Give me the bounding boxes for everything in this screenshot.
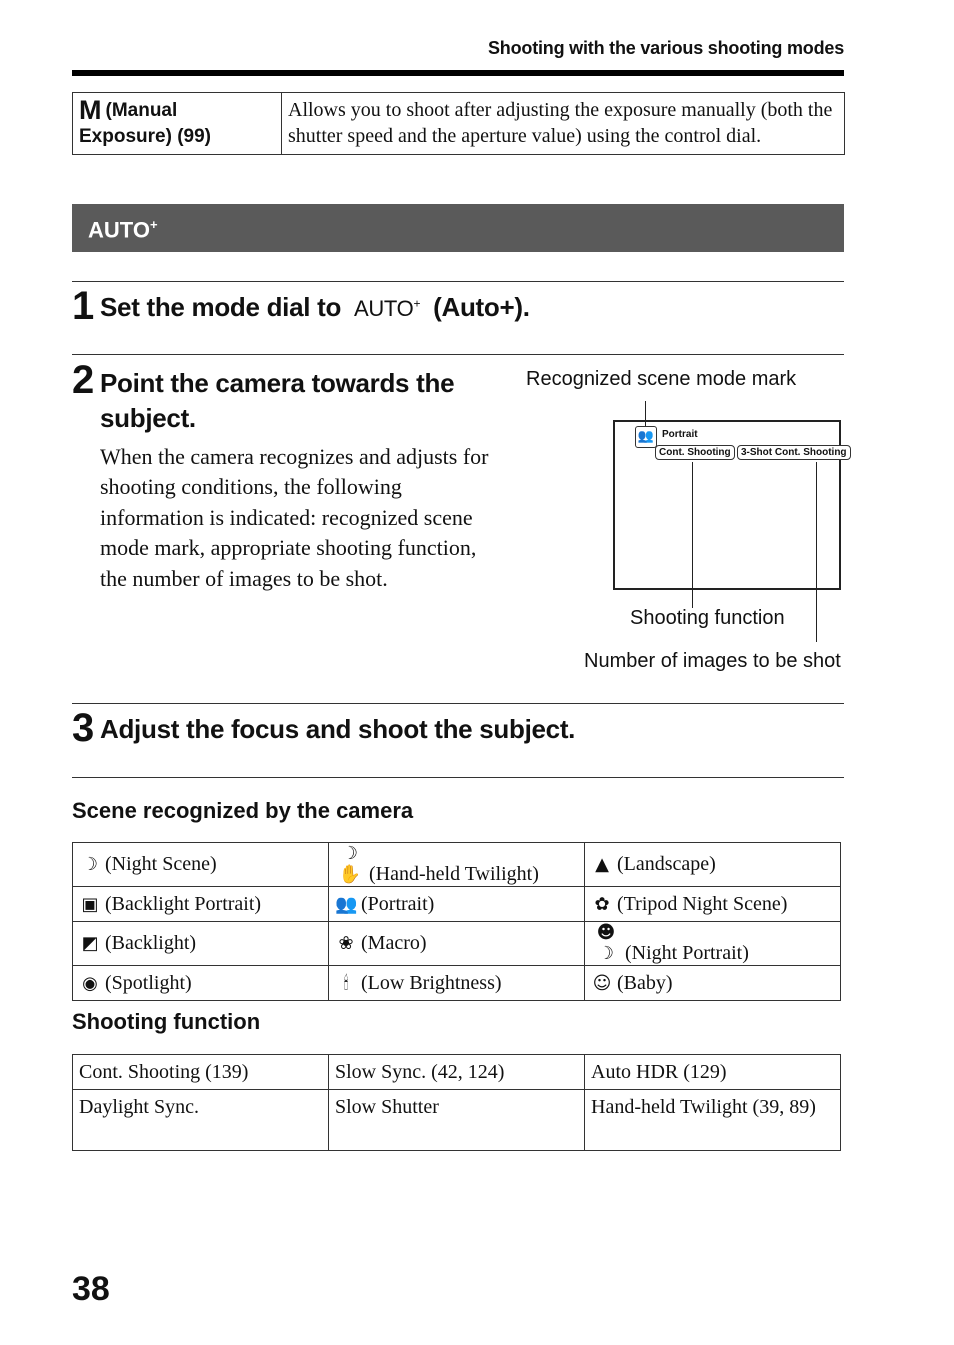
callout-shooting-function: Shooting function: [630, 607, 785, 629]
baby-icon: ☺: [592, 972, 612, 994]
table-cell: ☺ (Baby): [585, 966, 841, 1001]
table-cell: ▣ (Backlight Portrait): [73, 887, 329, 922]
screen-count-pill: 3-Shot Cont. Shooting: [737, 445, 851, 460]
divider: [72, 354, 844, 355]
backlight-portrait-icon: ▣: [81, 893, 99, 915]
table-cell: ☻☽ (Night Portrait): [585, 922, 841, 966]
auto-plus-icon: AUTO+: [353, 296, 421, 321]
scene-table: [72, 842, 841, 1001]
page-number: 38: [72, 1270, 110, 1308]
table-row: [73, 1090, 841, 1151]
scene-heading: Scene recognized by the camera: [72, 798, 414, 823]
auto-section-band: [72, 204, 844, 252]
table-row: [73, 93, 845, 155]
table-cell: ✿ (Tripod Night Scene): [585, 887, 841, 922]
step-number: 2: [72, 358, 95, 402]
camera-screen-diagram: [613, 420, 847, 590]
table-cell: ◩ (Backlight): [73, 922, 329, 966]
leader-line: [692, 462, 693, 608]
table-row: [73, 1055, 841, 1090]
screen-function-pill: Cont. Shooting: [655, 445, 735, 460]
table-cell: ❀ (Macro): [329, 922, 585, 966]
table-cell: Cont. Shooting (139): [73, 1055, 329, 1090]
divider: [72, 703, 844, 704]
hand-held-twilight-icon: ☽✋: [338, 843, 362, 885]
step-3-title: Adjust the focus and shoot the subject.: [100, 714, 576, 744]
macro-icon: ❀: [338, 933, 354, 954]
mode-label-cell: [73, 93, 282, 155]
step-number: 1: [72, 284, 95, 328]
table-cell: Hand-held Twilight (39, 89): [585, 1090, 841, 1151]
table-row: [73, 966, 841, 1001]
table-row: [73, 922, 841, 966]
callout-scene-mode-mark: Recognized scene mode mark: [526, 368, 797, 390]
table-row: [73, 887, 841, 922]
portrait-icon: 👥: [635, 426, 657, 448]
tripod-night-scene-icon: ✿: [594, 893, 610, 915]
table-cell: ▲ (Landscape): [585, 843, 841, 887]
header-rule: [72, 70, 844, 76]
low-brightness-icon: 🕯: [343, 972, 349, 994]
step-1-title: Set the mode dial to AUTO+ (Auto+).: [100, 292, 530, 322]
screen-scene-label: Portrait: [662, 429, 698, 440]
step-number: 3: [72, 706, 95, 750]
table-cell: Slow Sync. (42, 124): [329, 1055, 585, 1090]
running-header: Shooting with the various shooting modes: [488, 38, 844, 58]
table-cell: ◉ (Spotlight): [73, 966, 329, 1001]
mode-description: Allows you to shoot after adjusting the exposure manually (both the shutter speed and the aperture value) using the control dial.: [282, 93, 845, 155]
table-row: [73, 843, 841, 887]
table-cell: ☽✋ (Hand-held Twilight): [329, 843, 585, 887]
callout-number-of-images: Number of images to be shot: [584, 650, 841, 672]
table-cell: Auto HDR (129): [585, 1055, 841, 1090]
spotlight-icon: ◉: [82, 972, 98, 994]
step-2-title: Point the camera towards the subject.: [100, 368, 455, 433]
function-heading: Shooting function: [72, 1009, 261, 1034]
night-scene-icon: ☽: [81, 854, 99, 875]
leader-line: [816, 462, 817, 642]
table-cell: ☽ (Night Scene): [73, 843, 329, 887]
auto-section-title: AUTO+: [88, 217, 158, 243]
landscape-icon: ▲: [595, 854, 609, 875]
mode-label: (Manual Exposure) (99): [79, 100, 211, 147]
divider: [72, 281, 844, 282]
manual-exposure-table: [72, 92, 845, 155]
table-cell: 👥 (Portrait): [329, 887, 585, 922]
manual-mode-icon: M: [79, 95, 102, 125]
table-cell: Daylight Sync.: [73, 1090, 329, 1151]
table-cell: Slow Shutter: [329, 1090, 585, 1151]
portrait-icon: 👥: [335, 893, 358, 915]
backlight-icon: ◩: [81, 933, 99, 954]
night-portrait-icon: ☻☽: [596, 922, 616, 964]
step-2-body: When the camera recognizes and adjusts for shooting conditions, the following information is indicated: recognized scene mode mark, appropriate shooting function, the number of images to be shot.: [100, 444, 489, 591]
divider: [72, 777, 844, 778]
table-cell: 🕯 (Low Brightness): [329, 966, 585, 1001]
shooting-function-table: [72, 1054, 841, 1151]
